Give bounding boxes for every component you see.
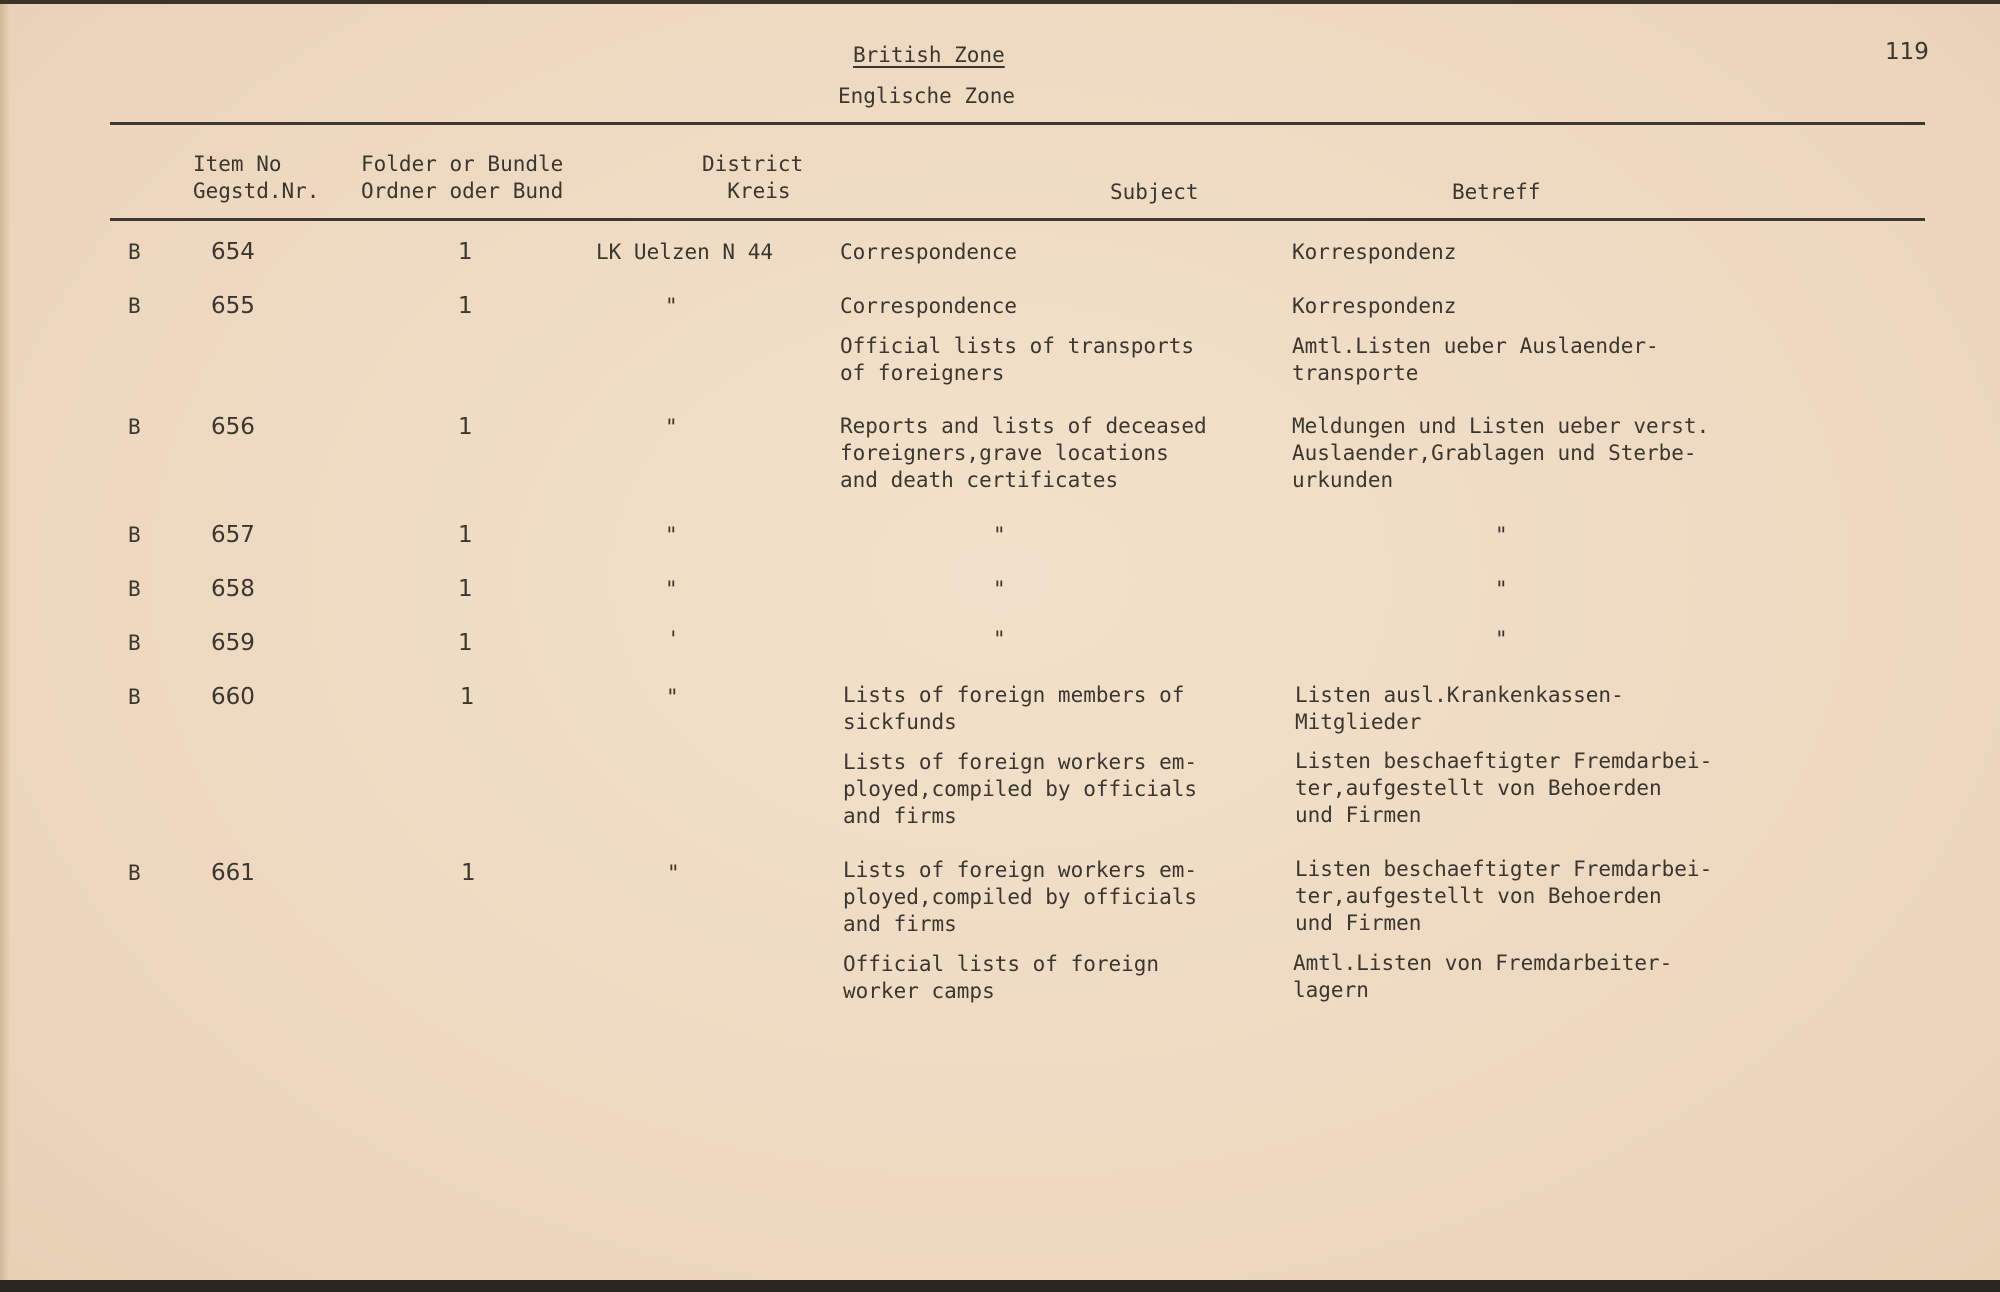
row-item-no: 654: [211, 239, 255, 265]
row-letter: B: [128, 685, 141, 709]
row-item-no: 658: [211, 576, 255, 602]
row-letter: B: [128, 577, 141, 601]
row-district-ditto: ": [666, 685, 679, 709]
page-number: 119: [1885, 39, 1929, 65]
page-left-edge: [0, 0, 10, 1285]
entry-betreff: Meldungen und Listen ueber verst. Auslaender,Grablagen und Sterbe- urkunden: [1292, 414, 1710, 492]
entry-betreff-ditto: ": [1495, 627, 1508, 651]
entry-subject: Lists of foreign workers em- ployed,compiled by officials and firms: [843, 858, 1198, 936]
entry-betreff: Amtl.Listen von Fremdarbeiter- lagern: [1293, 951, 1673, 1002]
entry-subject: Correspondence: [840, 294, 1018, 318]
entry-subject-ditto: ": [993, 577, 1006, 601]
row-folder: 1: [458, 414, 473, 440]
row-folder: 1: [458, 630, 473, 656]
entry-subject: Lists of foreign workers em- ployed,compiled by officials and firms: [843, 750, 1198, 828]
row-item-no: 660: [211, 684, 255, 710]
title-english: British Zone: [853, 43, 1005, 67]
header-betreff: Betreff: [1452, 180, 1541, 204]
row-letter: B: [128, 523, 141, 547]
row-district-ditto: ": [665, 294, 678, 318]
row-folder: 1: [461, 860, 476, 886]
title-german: Englische Zone: [838, 84, 1016, 108]
row-folder: 1: [458, 522, 473, 548]
entry-betreff: Listen beschaeftigter Fremdarbei- ter,aufgestellt von Behoerden und Firmen: [1295, 749, 1713, 827]
row-folder: 1: [458, 239, 473, 265]
row-letter: B: [128, 861, 141, 885]
row-district-ditto: ": [665, 577, 678, 601]
row-item-no: 661: [211, 860, 255, 886]
row-district-ditto: ": [665, 415, 678, 439]
entry-subject: Lists of foreign members of sickfunds: [843, 683, 1185, 734]
row-letter: B: [128, 631, 141, 655]
entry-betreff: Listen beschaeftigter Fremdarbei- ter,aufgestellt von Behoerden und Firmen: [1295, 857, 1713, 935]
row-folder: 1: [458, 293, 473, 319]
entry-betreff: Korrespondenz: [1292, 240, 1457, 264]
page-top-edge: [0, 0, 2000, 4]
entry-betreff: Listen ausl.Krankenkassen- Mitglieder: [1295, 683, 1624, 734]
row-item-no: 659: [211, 630, 255, 656]
row-district-ditto: ": [667, 861, 680, 885]
entry-betreff-ditto: ": [1495, 577, 1508, 601]
row-letter: B: [128, 415, 141, 439]
page-bottom-edge: [0, 1280, 2000, 1292]
entry-subject: Correspondence: [840, 240, 1018, 264]
header-item-no: Item No Gegstd.Nr.: [193, 152, 320, 203]
entry-subject-ditto: ": [993, 523, 1006, 547]
row-item-no: 656: [211, 414, 255, 440]
row-letter: B: [128, 294, 141, 318]
entry-subject: Official lists of transports of foreigners: [840, 334, 1195, 385]
row-letter: B: [128, 240, 141, 264]
header-top-rule: [110, 122, 1925, 125]
row-item-no: 657: [211, 522, 255, 548]
header-district: District Kreis: [702, 152, 804, 203]
header-subject: Subject: [1110, 180, 1199, 204]
row-folder: 1: [460, 684, 475, 710]
row-district-ditto: ': [667, 627, 680, 651]
entry-betreff: Korrespondenz: [1292, 294, 1457, 318]
header-bottom-rule: [110, 218, 1925, 221]
entry-betreff: Amtl.Listen ueber Auslaender- transporte: [1292, 334, 1659, 385]
entry-subject: Reports and lists of deceased foreigners,grave locations and death certificates: [840, 414, 1207, 492]
entry-subject: Official lists of foreign worker camps: [843, 952, 1160, 1003]
row-folder: 1: [458, 576, 473, 602]
row-item-no: 655: [211, 293, 255, 319]
entry-subject-ditto: ": [993, 627, 1006, 651]
row-district: LK Uelzen N 44: [596, 240, 774, 264]
row-district-ditto: ": [665, 523, 678, 547]
header-folder: Folder or Bundle Ordner oder Bund: [361, 152, 564, 203]
entry-betreff-ditto: ": [1495, 523, 1508, 547]
